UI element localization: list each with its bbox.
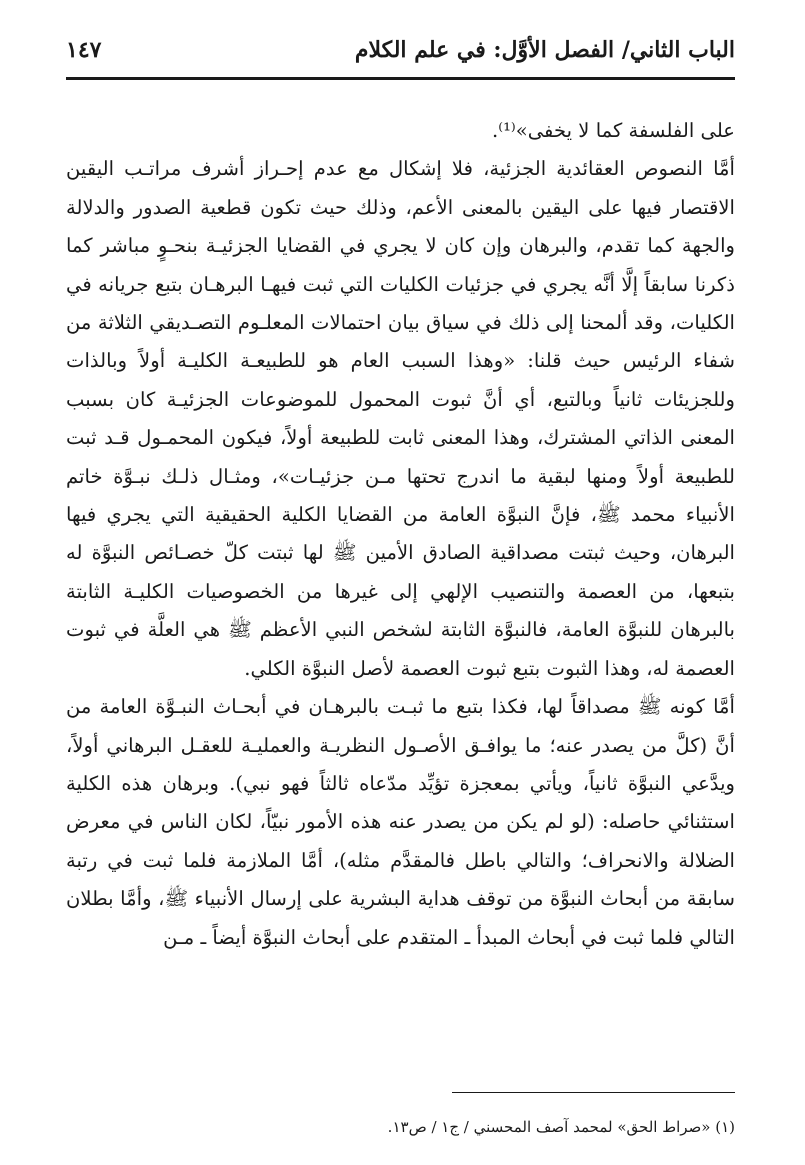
page-number: ١٤٧	[66, 37, 102, 63]
chapter-title: الباب الثاني/ الفصل الأوَّل: في علم الكلام	[354, 37, 735, 63]
paragraph-1: على الفلسفة كما لا يخفى»⁽¹⁾.	[492, 119, 735, 142]
running-header	[66, 30, 735, 70]
footnote: (١) «صراط الحق» لمحمد آصف المحسني / ج١ / ص١٣.	[387, 1118, 735, 1136]
footnote-rule	[452, 1092, 735, 1093]
header-rule	[66, 77, 735, 80]
paragraph-3: أمَّا كونه ﷺ مصداقاً لها، فكذا بتبع ما ثبـت بالبرهـان في أبحـاث النبـوَّة العامة من أنَّ (كلَّ من يصدر عنه؛ ما يوافـق الأصـول النظريـة والعمليـة للعقـل البرهاني أولاً، ويدَّعي النبوَّة ثانياً، ويأتي بمعجزة تؤيِّد مدّعاه ثالثاً فهو نبي). وبرهان هذه الكلية استثنائي حاصله: (لو لم يكن من يصدر عنه هذه الأمور نبيّاً، لكان الناس في معرض الضلالة والانحراف؛ والتالي باطل فالمقدَّم مثله)، أمَّا الملازمة فلما ثبت في رتبة سابقة من أبحاث النبوَّة من توقف هداية البشرية على إرسال الأنبياء ﷺ، وأمَّا بطلان التالي فلما ثبت في أبحاث المبدأ ـ المتقدم على أبحاث النبوَّة أيضاً ـ مـن	[66, 695, 735, 949]
body-text	[66, 112, 735, 957]
paragraph-2: أمَّا النصوص العقائدية الجزئية، فلا إشكال مع عدم إحـراز أشرف مراتـب اليقين الاقتصار فيها على اليقين بالمعنى الأعم، وذلك حيث تكون قطعية الصدور والدلالة والجهة كما تقدم، والبرهان وإن كان لا يجري في القضايا الجزئيـة بنحـوٍ مباشر كما ذكرنا سابقاً إلَّا أنَّه يجري في جزئيات الكليات التي ثبت فيهـا البرهـان بتبع جريانه في الكليات، وقد ألمحنا إلى ذلك في سياق بيان احتمالات المعلـوم التصـديقي الثلاثة من شفاء الرئيس حيث قلنا: «وهذا السبب العام هو للطبيعـة الكليـة أولاً وبالذات وللجزيئات ثانياً وبالتبع، أي أنَّ ثبوت المحمول للموضوعات الجزئيـة كان بسبب المعنى الذاتي المشترك، وهذا المعنى ثابت للطبيعة أولاً، فيكون المحمـول قـد ثبت للطبيعة أولاً ومنها لبقية ما اندرج تحتها مـن جزئيـات»، ومثـال ذلـك نبـوَّة خاتم الأنبياء محمد ﷺ، فإنَّ النبوَّة العامة من القضايا الكلية الحقيقية التي يجري فيها البرهان، وحيث ثبتت مصداقية الصادق الأمين ﷺ لها ثبتت كلّ خصـائص النبوَّة له بتبعها، من العصمة والتنصيب الإلهي إلى غيرها من الخصوصيات الكليـة الثابتة بالبرهان للنبوَّة العامة، فالنبوَّة الثابتة لشخص النبي الأعظم ﷺ هي العلَّة في ثبوت العصمة له، وهذا الثبوت بتبع ثبوت العصمة لأصل النبوَّة الكلي.	[66, 157, 735, 680]
